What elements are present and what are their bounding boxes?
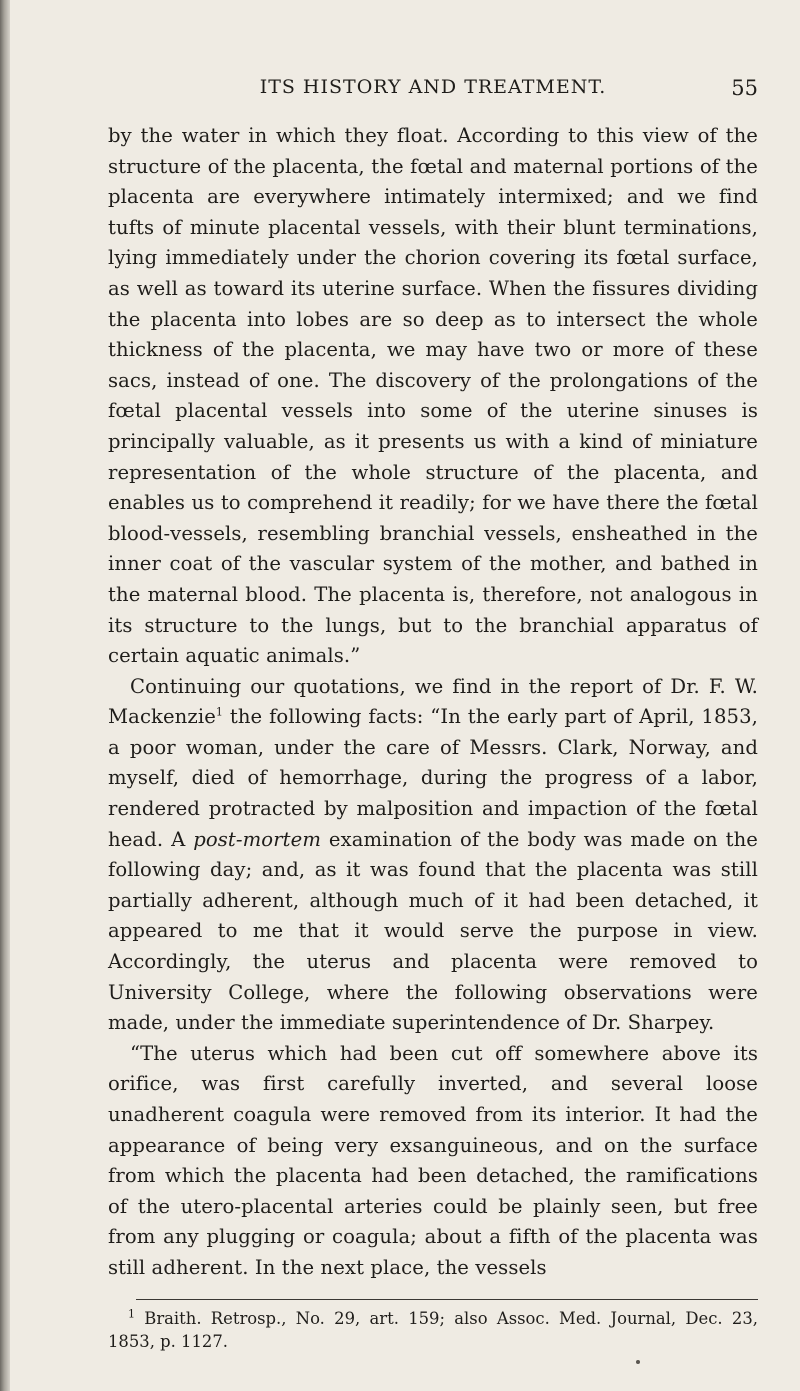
footnote-entry [108, 1307, 758, 1353]
paragraph-2-italic-term: post-mortem [193, 827, 322, 851]
paragraph-1: by the water in which they float. According to this view of the structure of the placenta, the fœtal and maternal portions of the placenta are everywhere intimately intermixed; and we find tufts of minute placental vessels, with their blunt terminations, lying immediately under the chorion covering its fœtal surface, as well as toward its uterine surface. When the fissures dividing the placenta into lobes are so deep as to intersect the whole thickness of the placenta, we may have two or more of these sacs, instead of one. The discovery of the prolongations of the fœtal placental vessels into some of the uterine sinuses is principally valuable, as it presents us with a kind of miniature representation of the whole structure of the placenta, and enables us to comprehend it readily; for we have there the fœtal blood-vessels, resembling branchial vessels, ensheathed in the inner coat of the vascular system of the mother, and bathed in the maternal blood. The placenta is, therefore, not analogous in its structure to the lungs, but to the branchial apparatus of certain aquatic animals.” [108, 124, 758, 668]
paragraph-2 [108, 672, 758, 1039]
body-text [108, 121, 758, 1284]
running-head [108, 76, 758, 106]
paragraph-2-part-2: the following facts: “In the early part of April, 1853, a poor woman, under the care of Messrs. Clark, Norway, and myself, died of hemorrhage, during the progress of a labor, rendered protracted by malposition and impaction of the fœtal head. A [108, 705, 758, 851]
paragraph-3: “The uterus which had been cut off somewhere above its orifice, was first carefully inverted, and several loose unadherent coagula were removed from its interior. It had the appearance of being very exsanguineous, and on the surface from which the placenta had been detached, the ramifications of the utero-placental arteries could be plainly seen, but free from any plugging or coagula; about a fifth of the placenta was still adherent. In the next place, the vessels [108, 1041, 758, 1279]
header-title: ITS HISTORY AND TREATMENT. [259, 76, 607, 98]
page-number: 55 [731, 76, 758, 100]
paragraph-2-part-3: examination of the body was made on the following day; and, as it was found that the placenta was still partially adherent, although much of it had been detached, it appeared to me that it would serve the purpose in view. Accordingly, the uterus and placenta were removed to University College, where the following observations were made, under the immediate superintendence of Dr. Sharpey. [108, 827, 758, 1035]
paper-speck [636, 1360, 640, 1364]
footnote-mark: 1 [128, 1307, 135, 1321]
footnote-rule [136, 1299, 758, 1300]
footnote [108, 1307, 758, 1353]
footnote-text: Braith. Retrosp., No. 29, art. 159; also Assoc. Med. Journal, Dec. 23, 1853, p. 1127. [108, 1309, 758, 1351]
paragraph-2-part-1: Continuing our quotations, we find in the report of Dr. F. W. Mackenzie [108, 674, 758, 729]
footnote-reference: 1 [215, 705, 223, 719]
